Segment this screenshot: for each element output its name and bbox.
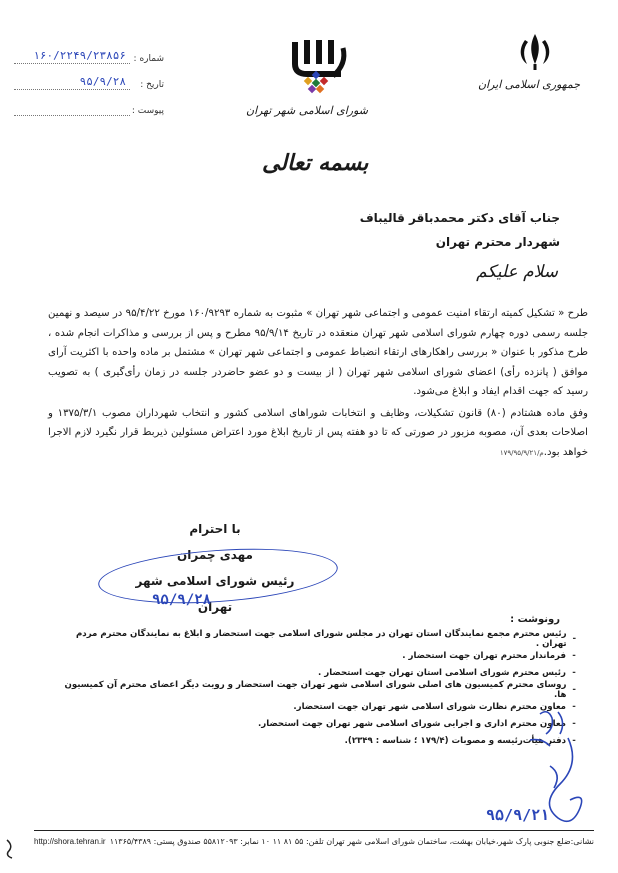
body-paragraph-2: وفق ماده هشتادم (۸۰) قانون تشکیلات، وظایف و انتخابات شوراهای اسلامی کشور و انتخاب شهرداران مصوب ۱۳۷۵/۳/۱ و اصلاحات بعدی آن، مصوبه مزبور در صورتی که تا دو هفته پس از تاریخ ابلاغ مورد اعتراض مسئولین ذیربط قرار نگیرد لازم الاجرا خواهد بود.م/۱۷۹/۹۵/۹/۲۱ <box>48 407 588 458</box>
recipient-name: جناب آقای دکتر محمدباقر قالیباف <box>359 211 560 225</box>
body-tail-code: م/۱۷۹/۹۵/۹/۲۱ <box>499 448 544 457</box>
recipient-block <box>360 206 560 254</box>
cc-item: - رئیس محترم مجمع نمایندگان استان تهران در مجلس شورای اسلامی جهت استحضار و ابلاغ به نمایندگان محترم مردم تهران . <box>75 628 577 649</box>
cc-item: - روسای محترم کمیسیون های اصلی شورای اسلامی شهر تهران جهت استحضار و رویت دیگر اعضای محترم آن کمیسیون ها. <box>64 679 576 700</box>
cc-item: - فرماندار محترم تهران جهت استحضار . <box>402 650 576 661</box>
letter-number: ۱۶۰/۲۲۴۹/۲۳۸۵۶ <box>33 49 126 62</box>
bismillah-heading: بسمه تعالی <box>262 150 369 176</box>
cc-title: رونوشت : <box>510 614 560 625</box>
signer-position: رئیس شورای اسلامی شهر تهران <box>135 574 295 614</box>
attachment-label: پیوست : <box>131 106 164 116</box>
iran-emblem-icon <box>515 30 555 72</box>
handwritten-number: ۹۵/۹/۲۱ <box>486 806 550 824</box>
footer-address: نشانی:ضلع جنوبی پارک شهر،خیابان بهشت، ساختمان شورای اسلامی شهر تهران تلفن: ۵۵ ۸۱ ۱۱ ۱۰ نمابر: ۵۵۸۱۲۰۹۳ صندوق پستی: ۱۱۳۶۵/۴۳۸۹ <box>109 837 594 846</box>
signer-name: مهدی چمران <box>177 548 253 562</box>
emblem-caption: جمهوری اسلامی ایران <box>477 78 580 91</box>
footer-url[interactable]: http://shora.tehran.ir <box>34 837 106 846</box>
iran-emblem <box>477 30 580 91</box>
letter-date: ۹۵/۹/۲۸ <box>79 75 126 88</box>
council-logo <box>246 34 368 117</box>
letter-meta <box>14 38 164 116</box>
meta-number-row <box>14 38 164 64</box>
handwritten-date: ۹۵/۹/۲۸ <box>152 592 212 608</box>
page-footer <box>34 830 594 846</box>
body-paragraph-1: طرح « تشکیل کمیته ارتقاء امنیت عمومی و اجتماعی شهر تهران » مثبوت به شماره ۱۶۰/۹۲۹۳ مورخ ۹۵/۴/۲۲ در سیصد و نهمین جلسه رسمی دوره چهارم شورای اسلامی شهر تهران منعقده در تاریخ ۹۵/۹/۱۴ مطرح و پس از بررسی و مذاکرات انجام شده ، طرح مذکور با عنوان « بررسی راهکارهای ارتقاء انضباط عمومی و اجتماعی شهر تهران » مشتمل بر ماده واحده با اکثریت آرای موافق ( پانزده رأی) اعضای شورای اسلامی شهر تهران ( از بیست و دو عضو حاضردر جلسه در زمان رأی‌گیری ) به تصویب رسید که جهت اقدام ایفاد و ابلاغ می‌شود. <box>48 308 588 397</box>
cc-item: - دفتر هیأت‌رئیسه و مصوبات (۱۷۹/۴ ؛ شناسه : ۲۳۴۹). <box>344 735 576 746</box>
cc-item: - رئیس محترم شورای اسلامی استان تهران جهت استحضار . <box>318 667 576 678</box>
greeting: سلام علیکم <box>476 262 558 282</box>
number-label: شماره : <box>133 54 164 64</box>
cc-item: - معاون محترم اداری و اجرایی شورای اسلامی شهر تهران جهت استحضار. <box>258 718 576 729</box>
meta-date-row <box>14 64 164 90</box>
meta-attachment-row <box>14 90 164 116</box>
page-corner-mark-icon <box>4 838 18 860</box>
cc-list <box>62 630 582 749</box>
date-label: تاریخ : <box>140 80 164 90</box>
council-logo-icon <box>281 34 355 96</box>
logo-caption: شورای اسلامی شهر تهران <box>246 104 368 117</box>
recipient-title: شهردار محترم تهران <box>435 235 560 249</box>
cc-item: - معاون محترم نظارت شورای اسلامی شهر تهران جهت استحضار. <box>293 701 576 712</box>
letter-body <box>48 304 588 465</box>
closing-phrase: با احترام <box>189 522 241 536</box>
